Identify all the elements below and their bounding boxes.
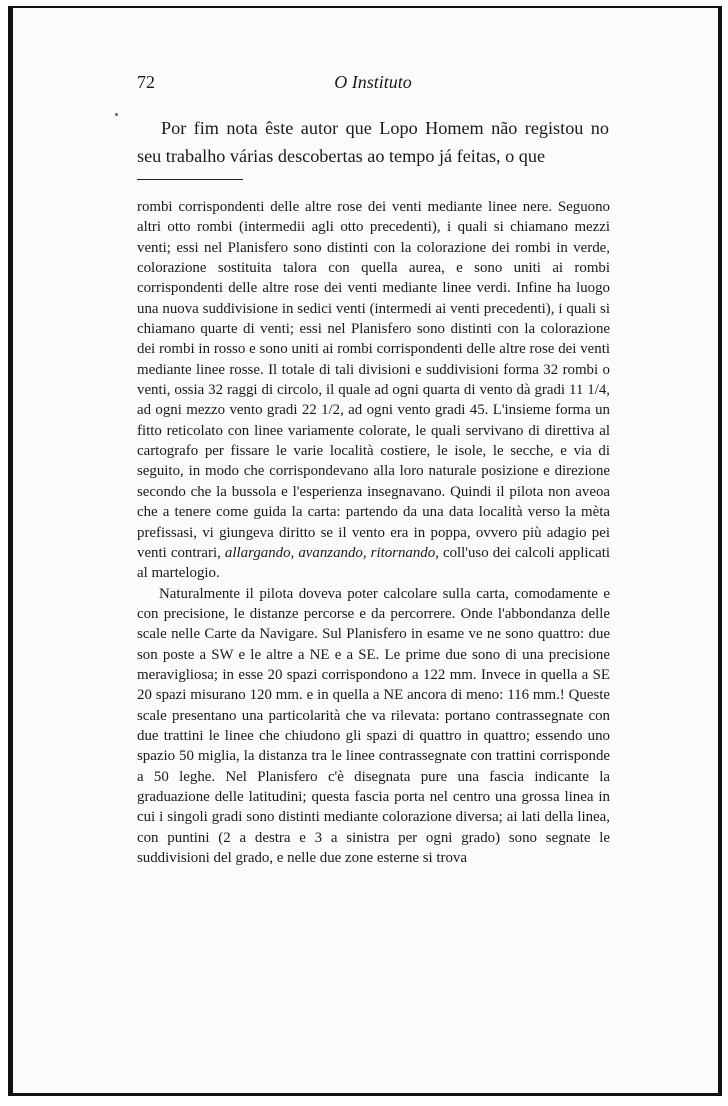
running-title: O Instituto bbox=[334, 72, 412, 92]
page-header bbox=[137, 72, 609, 98]
body-paragraph: Por fim nota êste autor que Lopo Homem não registou no seu trabalho várias descobertas ao tempo já feitas, o que bbox=[137, 118, 609, 166]
footnote-rule bbox=[137, 179, 243, 180]
footnote-paragraph-1 bbox=[137, 197, 610, 584]
footnote-p1-text-b: , coll'uso dei calcoli applicati al martelogio. bbox=[137, 544, 610, 582]
scan-speck bbox=[115, 113, 118, 116]
page-number: 72 bbox=[137, 72, 155, 92]
footnote bbox=[137, 197, 610, 868]
footnote-p1-italic: allargando, avanzando, ritornando bbox=[224, 544, 436, 561]
footnote-paragraph-2: Naturalmente il pilota doveva poter calcolare sulla carta, comodamente e con precisione, le distanze percorse e da percorrere. Onde l'abbondanza delle scale nelle Carte da Navigare. Sul Planisfero in esame ve ne sono quattro: due son poste a SW e le altre a NE e a SE. Le prime due sono di una precisione meravigliosa; in esse 20 spazi corrispondono a 122 mm. Invece in quella a SE 20 spazi misurano 120 mm. e in quella a NE ancora di meno: 116 mm.! Queste scale presentano una particolarità che va rilevata: portano contrassegnate con due trattini le linee che chiudono gli spazi di quattro in quattro; essendo uno spazio 50 miglia, la distanza tra le linee contrassegnate con trattini corrisponde a 50 leghe. Nel Planisfero c'è disegnata pure una fascia indicante la graduazione delle latitudini; questa fascia porta nel centro una grossa linea in cui i singoli gradi sono distinti mediante colorazione diversa; ai lati della linea, con puntini (2 a destra e 3 a sinistra per ogni grado) sono segnate le suddivisioni del grado, e nelle due zone esterne si trova bbox=[137, 585, 610, 866]
footnote-p1-text-a: rombi corrispondenti delle altre rose dei venti mediante linee nere. Seguono altri otto rombi (intermedii agli otto precedenti), i quali si chiamano mezzi venti; essi nel Planisfero sono distinti con la colorazione dei rombi in verde, colorazione sostituita talora con quella aurea, e sono uniti ai rombi corrispondenti delle altre rose dei venti mediante linee verdi. Infine ha luogo una nuova suddivisione in sedici venti (intermedi ai venti precedenti), i quali si chiamano quarte di venti; essi nel Planisfero sono distinti con la colorazione dei rombi in rosso e sono uniti ai rombi corrispondenti delle altre rose dei venti mediante linee rosse. Il totale di tali divisioni e suddivisioni forma 32 rombi o venti, ossia 32 raggi di circolo, il quale ad ogni quarta di vento dà gradi 11 1/4, ad ogni mezzo vento gradi 22 1/2, ad ogni vento gradi 45. L'insieme forma un fitto reticolato con linee variamente colorate, le quali servivano di direttiva al cartografo per fissare le varie località costiere, le isole, le secche, e via di seguito, in modo che corrispondevano alla loro naturale posizione e direzione secondo che la bussola e l'esperienza insegnavano. Quindi il pilota non aveoa che a tenere come guida la carta: partendo da una data località verso la mèta prefissasi, vi giungeva diritto se il vento era in poppa, ovvero più adagio pei venti contrari, bbox=[137, 199, 610, 561]
